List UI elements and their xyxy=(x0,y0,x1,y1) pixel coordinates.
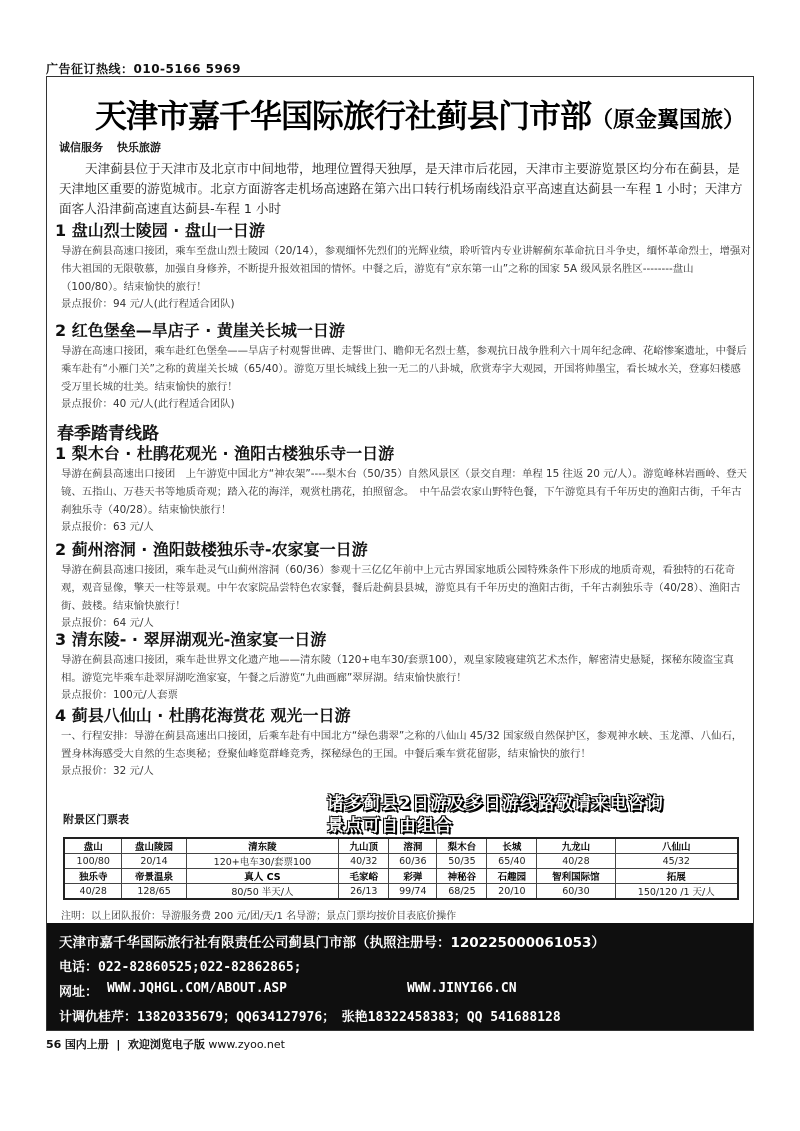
website-link-primary[interactable]: WWW.JQHGL.COM/ABOUT.ASP xyxy=(107,981,288,996)
table-cell: 40/32 xyxy=(339,854,389,869)
table-cell: 40/28 xyxy=(64,884,122,900)
route-title: 2 蓟州溶洞 · 渔阳鼓楼独乐寺-农家宴一日游 xyxy=(55,540,368,559)
company-registration: 天津市嘉千华国际旅行社有限责任公司蓟县门市部（执照注册号：120225000061053） xyxy=(59,935,605,951)
table-cell: 溶洞 xyxy=(389,838,437,854)
agency-name: 天津市嘉千华国际旅行社蓟县门市部 xyxy=(95,97,592,135)
table-cell: 梨木台 xyxy=(437,838,487,854)
table-cell: 盘山陵园 xyxy=(122,838,186,854)
route-section xyxy=(55,539,751,631)
table-cell: 拓展 xyxy=(615,869,738,884)
route-description: 导游在蓟县高速出口接团 上午游览中国北方“神农架”----梨木台（50/35）自然风景区（景交自理：单程 15 往返 20 元/人）。游览峰林岩画岭、登天镜、五指山、万巷天书等地质奇观；踏入花的海洋，观赏杜鹃花，拍照留念。 中午品尝农家山野特色餐，下午游览具有千年历史的渔阳古街，千年古刹独乐寺（40/28）。结束愉快旅行！ xyxy=(61,468,747,516)
table-cell: 99/74 xyxy=(389,884,437,900)
contact-panel xyxy=(47,923,754,1031)
intro-paragraph: 天津蓟县位于天津市及北京市中间地带，地理位置得天独厚，是天津市后花园，天津市主要游览景区均分布在蓟县，是天津地区重要的游览城市。北京方面游客走机场高速路在第六出口转行机场南线沿京平高速直达蓟县一车程 1 小时；天津方面客人沿津蓟高速直达蓟县-车程 1 小时 xyxy=(59,161,743,216)
table-cell: 帝景温泉 xyxy=(122,869,186,884)
table-row xyxy=(64,838,738,854)
route-price: 景点报价：32 元/人 xyxy=(61,765,154,777)
table-cell: 65/40 xyxy=(487,854,537,869)
consult-banner: 诸多蓟县2日游及多日游线路敬请来电咨询 xyxy=(327,794,664,814)
table-cell: 60/36 xyxy=(389,854,437,869)
table-cell: 清东陵 xyxy=(186,838,339,854)
planner-contacts: 计调仇桂芹：13820335679；QQ634127976； 张艳18322458383；QQ 541688128 xyxy=(59,1010,561,1025)
table-cell: 80/50 半天/人 xyxy=(186,884,339,900)
table-cell: 40/28 xyxy=(537,854,615,869)
route-section xyxy=(55,443,751,535)
footer-slogan: 欢迎浏览电子版 xyxy=(127,1038,205,1051)
pricing-note: 注明：以上团队报价：导游服务费 200 元/团/天/1 名导游；景点门票均按价目表底价操作 xyxy=(61,911,457,922)
table-cell: 50/35 xyxy=(437,854,487,869)
route-section xyxy=(55,320,751,412)
table-row xyxy=(64,869,738,884)
table-cell: 智利国际馆 xyxy=(537,869,615,884)
route-price: 景点报价：100元/人套票 xyxy=(61,689,178,701)
table-cell: 20/14 xyxy=(122,854,186,869)
ticket-price-table xyxy=(63,837,739,900)
route-title: 2 红色堡垒—旱店子 · 黄崖关长城一日游 xyxy=(55,321,345,340)
route-section xyxy=(55,705,751,779)
footer-url[interactable]: www.zyoo.net xyxy=(208,1038,285,1051)
table-cell: 真人 CS xyxy=(186,869,339,884)
table-cell: 长城 xyxy=(487,838,537,854)
route-description: 导游在蓟县高速口接团，乘车赴灵气山蓟州溶洞（60/36）参观十三亿亿年前中上元古界国家地质公园特殊条件下形成的地质奇观，看独特的石花奇观，观音显像，擎天一柱等景观。中午农家院品尝特色农家餐，餐后赴蓟县县城，游览具有千年历史的渔阳古街，千年古刹独乐寺（40/28）、渔阳古街、鼓楼。结束愉快旅行！ xyxy=(61,564,741,612)
route-price: 景点报价：63 元/人 xyxy=(61,521,154,533)
website-label: 网址： xyxy=(59,985,99,1000)
phone-numbers: 电话：022-82860525;022-82862865; xyxy=(59,960,302,975)
table-cell: 独乐寺 xyxy=(64,869,122,884)
route-description: 导游在高速口接团，乘车赴红色堡垒——旱店子村观誓世碑、走誓世门、瞻仰无名烈士墓，参观抗日战争胜利六十周年纪念碑、花峪惨案遗址，中餐后乘车赴有“小雁门关”之称的黄崖关长城（65/40）。游览万里长城线上独一无二的八卦城，欣赏寿字大观园，开国将帅墨宝，看长城水关，登寡妇楼感受万里长城的壮美。结束愉快的旅行！ xyxy=(61,345,747,393)
route-price: 景点报价：94 元/人(此行程适合团队) xyxy=(61,298,235,310)
footer-divider: | xyxy=(116,1038,121,1051)
table-cell: 60/30 xyxy=(537,884,615,900)
page-title xyxy=(95,91,745,137)
route-description: 导游在蓟县高速口接团，乘车至盘山烈士陵园（20/14），参观缅怀先烈们的光辉业绩，聆听管内专业讲解蓟东革命抗日斗争史，缅怀革命烈士，增强对伟大祖国的无限敬慕，加强自身修养，不断提升报效祖国的情怀。中餐之后，游览有“京东第一山”之称的国家 5A 级风景名胜区--------盘山（100/80）。结束愉快的旅行！ xyxy=(61,245,751,293)
table-cell: 毛家峪 xyxy=(339,869,389,884)
route-title: 1 盘山烈士陵园 · 盘山一日游 xyxy=(55,221,265,240)
table-cell: 盘山 xyxy=(64,838,122,854)
route-price: 景点报价：40 元/人(此行程适合团队) xyxy=(61,398,235,410)
route-title: 4 蓟县八仙山 · 杜鹃花海赏花 观光一日游 xyxy=(55,706,351,725)
spring-routes-heading: 春季踏青线路 xyxy=(57,424,159,444)
table-cell: 彩弹 xyxy=(389,869,437,884)
table-cell: 26/13 xyxy=(339,884,389,900)
agency-former-name: （原金翼国旅） xyxy=(591,108,746,133)
route-section xyxy=(55,220,751,312)
ticket-table-label: 附景区门票表 xyxy=(63,813,129,826)
table-cell: 128/65 xyxy=(122,884,186,900)
table-cell: 八仙山 xyxy=(615,838,738,854)
table-cell: 九山顶 xyxy=(339,838,389,854)
table-cell: 68/25 xyxy=(437,884,487,900)
table-cell: 45/32 xyxy=(615,854,738,869)
page-number: 56 xyxy=(46,1038,62,1051)
tagline-item: 快乐旅游 xyxy=(116,141,161,154)
table-cell: 石趣园 xyxy=(487,869,537,884)
ad-frame xyxy=(46,76,754,1031)
combo-banner: 景点可自由组合 xyxy=(327,816,453,836)
table-row xyxy=(64,884,738,900)
table-cell: 神秘谷 xyxy=(437,869,487,884)
website-link-secondary[interactable]: WWW.JINYI66.CN xyxy=(407,981,517,996)
tagline-item: 诚信服务 xyxy=(59,141,103,154)
page-footer xyxy=(46,1036,285,1052)
tagline xyxy=(59,139,171,155)
table-cell: 100/80 xyxy=(64,854,122,869)
footer-section: 国内上册 xyxy=(64,1038,109,1051)
table-cell: 150/120 /1 天/人 xyxy=(615,884,738,900)
route-title: 3 清东陵- · 翠屏湖观光-渔家宴一日游 xyxy=(55,630,327,649)
route-section xyxy=(55,629,751,703)
route-description: 导游在蓟县高速口接团，乘车赴世界文化遗产地——清东陵（120+电车30/套票100），观皇家陵寝建筑艺术杰作，解密清史悬疑，探秘东陵盗宝真相。游览完毕乘车赴翠屏湖吃渔家宴，午餐之后游览“九曲画廊”翠屏湖。结束愉快旅行！ xyxy=(61,654,734,684)
table-cell: 九龙山 xyxy=(537,838,615,854)
table-cell: 120+电车30/套票100 xyxy=(186,854,339,869)
table-cell: 20/10 xyxy=(487,884,537,900)
route-title: 1 梨木台 · 杜鹃花观光 · 渔阳古楼独乐寺一日游 xyxy=(55,444,395,463)
ad-hotline: 广告征订热线：010-5166 5969 xyxy=(46,62,242,76)
table-row xyxy=(64,854,738,869)
route-description: 一、行程安排：导游在蓟县高速出口接团，后乘车赴有中国北方“绿色翡翠”之称的八仙山 45/32 国家级自然保护区，参观神水峡、玉龙潭、八仙石，置身林海感受大自然的生态奥秘；登聚仙峰览群峰竞秀，探秘绿色的王国。中餐后乘车赏花留影，结束愉快的旅行！ xyxy=(61,730,743,760)
route-price: 景点报价：64 元/人 xyxy=(61,617,154,629)
